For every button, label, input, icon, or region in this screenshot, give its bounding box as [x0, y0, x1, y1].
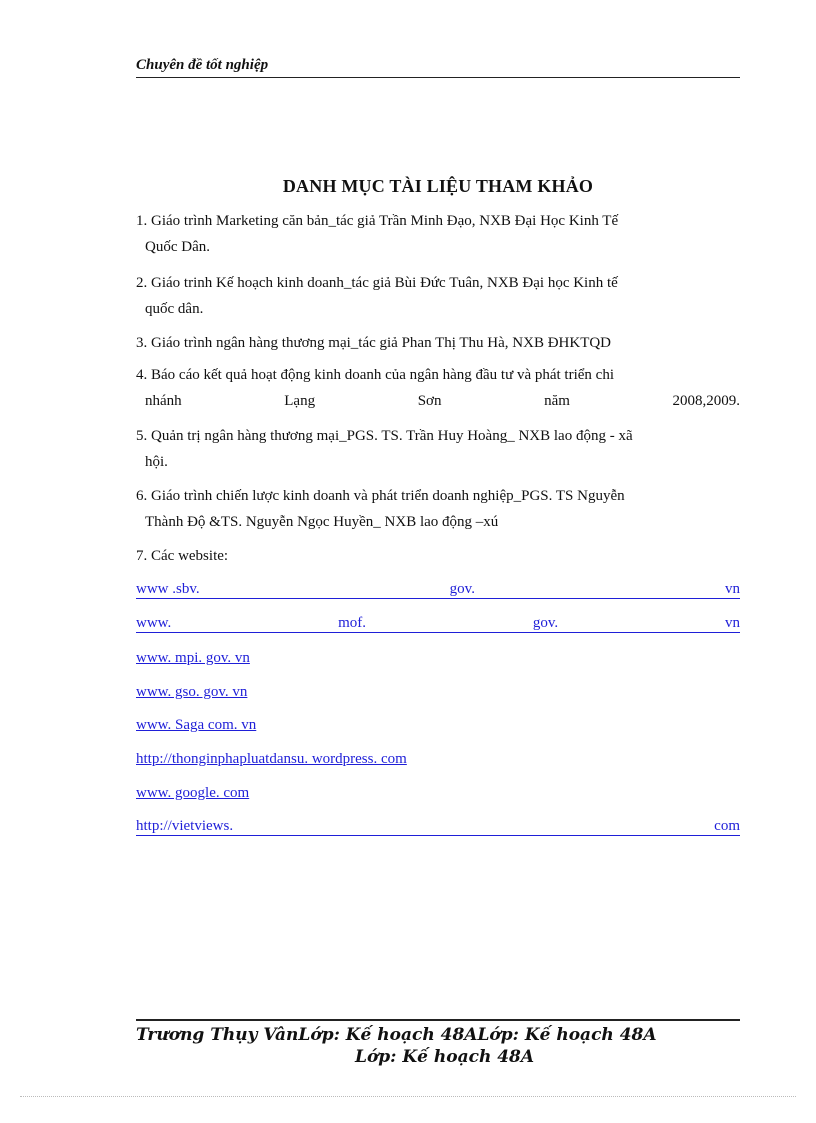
reference-text: 1. Giáo trình Marketing căn bản_tác giả Trần Minh Đạo, NXB Đại Học Kinh Tế [136, 213, 619, 229]
reference-text: 7. Các website: [136, 548, 229, 564]
reference-text: 5. Quản trị ngân hàng thương mại_PGS. TS. Trần Huy Hoàng_ NXB lao động - xã [136, 428, 633, 444]
reference-text: 6. Giáo trình chiến lược kinh doanh và phát triển doanh nghiệp_PGS. TS Nguyễn [136, 488, 625, 504]
reference-continuation: Quốc Dân. [145, 239, 210, 255]
word: 2008,2009. [672, 393, 740, 409]
website-link-google[interactable]: www. google. com [136, 785, 250, 801]
word: Sơn [417, 393, 442, 409]
reference-continuation: Thành Độ &TS. Nguyễn Ngọc Huyền_ NXB lao động –xú [145, 514, 499, 530]
website-link-wordpress[interactable]: http://thonginphapluatdansu. wordpress. com [136, 751, 407, 767]
reference-item-6 [136, 483, 740, 535]
reference-item-1 [136, 208, 740, 260]
link-part: vn [724, 615, 740, 631]
link-part: www .sbv. [136, 581, 200, 597]
footer-divider [136, 1019, 740, 1021]
reference-continuation: quốc dân. [145, 301, 204, 317]
reference-item-2 [136, 270, 740, 322]
reference-item-7 [136, 543, 740, 569]
link-part: com [714, 818, 740, 834]
website-link-saga[interactable]: www. Saga com. vn [136, 717, 257, 733]
reference-text: 3. Giáo trình ngân hàng thương mại_tác giả Phan Thị Thu Hà, NXB ĐHKTQD [136, 335, 612, 351]
reference-continuation [136, 388, 740, 414]
word: nhánh [145, 393, 182, 409]
reference-item-4 [136, 362, 740, 414]
link-part: mof. [338, 615, 367, 631]
footer-author: Trương Thụy VânLớp: Kế hoạch 48ALớp: Kế hoạch 48A [136, 1025, 657, 1045]
website-link-gso[interactable]: www. gso. gov. vn [136, 684, 248, 700]
reference-item-3 [136, 330, 740, 356]
link-part: gov. [532, 615, 559, 631]
website-link-sbv[interactable] [136, 580, 740, 599]
reference-text: 4. Báo cáo kết quả hoạt động kinh doanh của ngân hàng đầu tư và phát triển chi [136, 367, 614, 383]
link-part: www. [136, 615, 172, 631]
footer-class: Lớp: Kế hoạch 48A [355, 1047, 535, 1067]
word: năm [544, 393, 570, 409]
reference-continuation: hội. [145, 454, 168, 470]
link-part: gov. [449, 581, 475, 597]
reference-item-5 [136, 423, 740, 475]
page-edge-dotted-line [20, 1096, 796, 1097]
website-link-mof[interactable] [136, 614, 740, 633]
page-title: DANH MỤC TÀI LIỆU THAM KHẢO [282, 176, 594, 196]
word: Lạng [284, 393, 316, 409]
website-link-vietviews[interactable] [136, 817, 740, 836]
reference-text: 2. Giáo trinh Kế hoạch kinh doanh_tác giả Bùi Đức Tuân, NXB Đại học Kinh tế [136, 275, 618, 291]
website-link-mpi[interactable]: www. mpi. gov. vn [136, 650, 250, 666]
link-part: http://vietviews. [136, 818, 234, 834]
page-header: Chuyên đề tốt nghiệp [136, 57, 269, 73]
header-divider [136, 77, 740, 78]
link-part: vn [725, 581, 740, 597]
